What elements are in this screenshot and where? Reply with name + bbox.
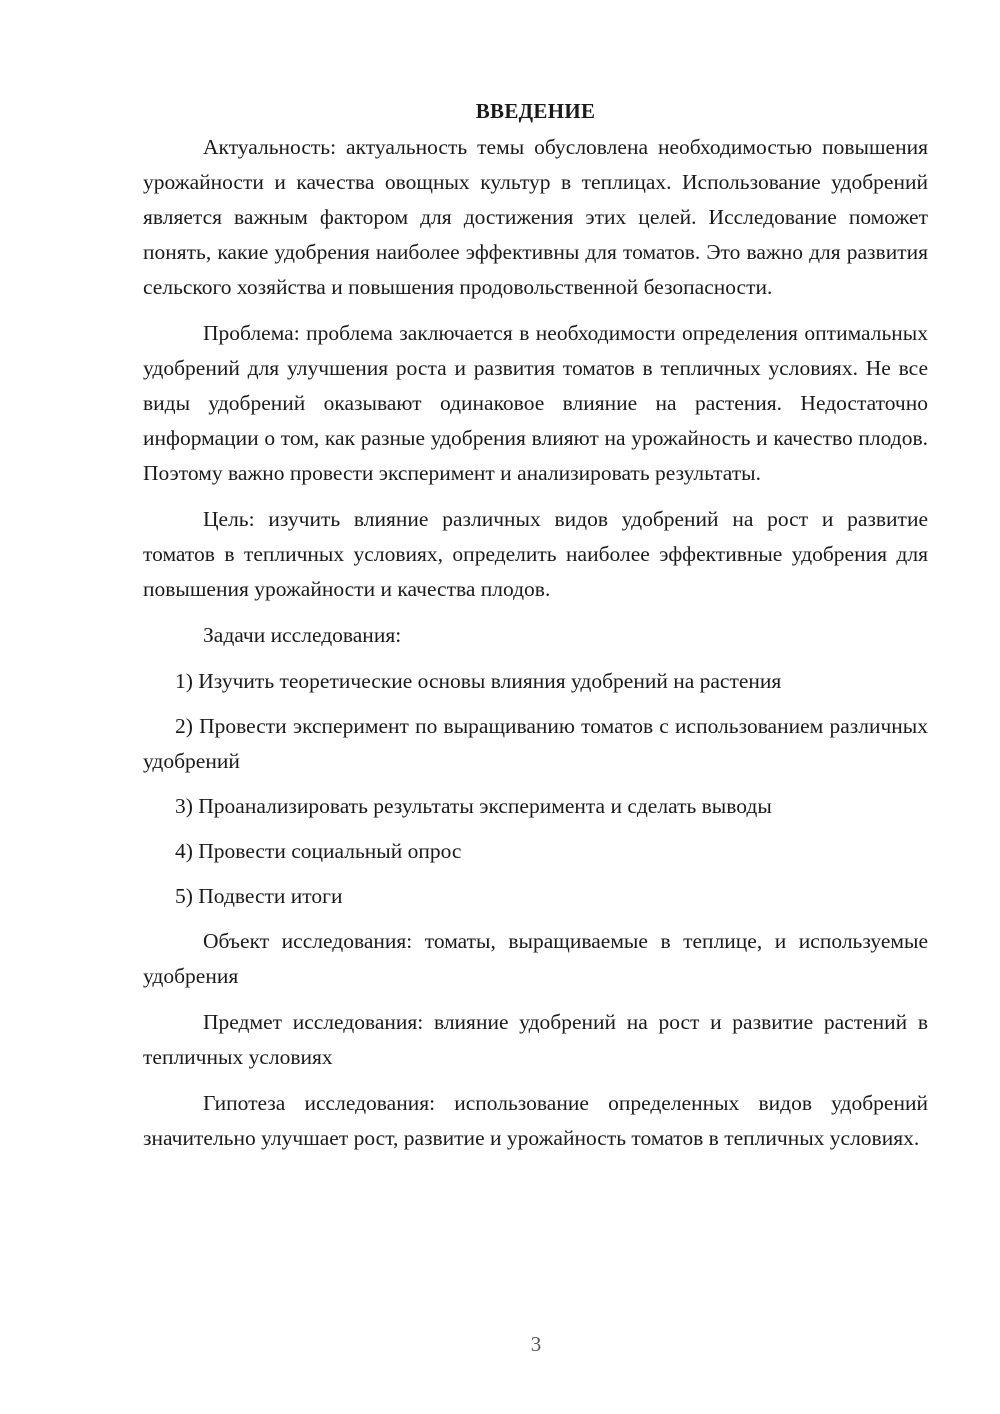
problem-paragraph: Проблема: проблема заключается в необходимости определения оптимальных удобрений для улучшения роста и развития томатов в тепличных условиях. Не все виды удобрений оказывают одинаковое влияние на растения. Недостаточно информации о том, как разные удобрения влияют на урожайность и качество плодов. Поэтому важно провести эксперимент и анализировать результаты.	[143, 321, 928, 485]
task-item-5: 5) Подвести итоги	[175, 884, 343, 908]
object-paragraph: Объект исследования: томаты, выращиваемые в теплице, и используемые удобрения	[143, 929, 928, 988]
hypothesis-paragraph: Гипотеза исследования: использование определенных видов удобрений значительно улучшает рост, развитие и урожайность томатов в тепличных условиях.	[143, 1091, 928, 1150]
task-item-2: 2) Провести эксперимент по выращиванию томатов с использованием различных удобрений	[143, 714, 928, 773]
subject-paragraph: Предмет исследования: влияние удобрений на рост и развитие растений в тепличных условиях	[143, 1010, 928, 1069]
task-item-1: 1) Изучить теоретические основы влияния удобрений на растения	[175, 669, 782, 693]
tasks-heading: Задачи исследования:	[203, 623, 402, 647]
page-number: 3	[530, 1332, 542, 1356]
task-item-3: 3) Проанализировать результаты эксперимента и сделать выводы	[175, 794, 772, 818]
relevance-paragraph: Актуальность: актуальность темы обусловлена необходимостью повышения урожайности и качества овощных культур в теплицах. Использование удобрений является важным фактором для достижения этих целей. Исследование поможет понять, какие удобрения наиболее эффективны для томатов. Это важно для развития сельского хозяйства и повышения продовольственной безопасности.	[143, 135, 928, 299]
page-title: ВВЕДЕНИЕ	[475, 99, 596, 123]
document-page	[143, 96, 928, 1167]
task-item-4: 4) Провести социальный опрос	[175, 839, 462, 863]
goal-paragraph: Цель: изучить влияние различных видов удобрений на рост и развитие томатов в тепличных условиях, определить наиболее эффективные удобрения для повышения урожайности и качества плодов.	[143, 507, 928, 601]
